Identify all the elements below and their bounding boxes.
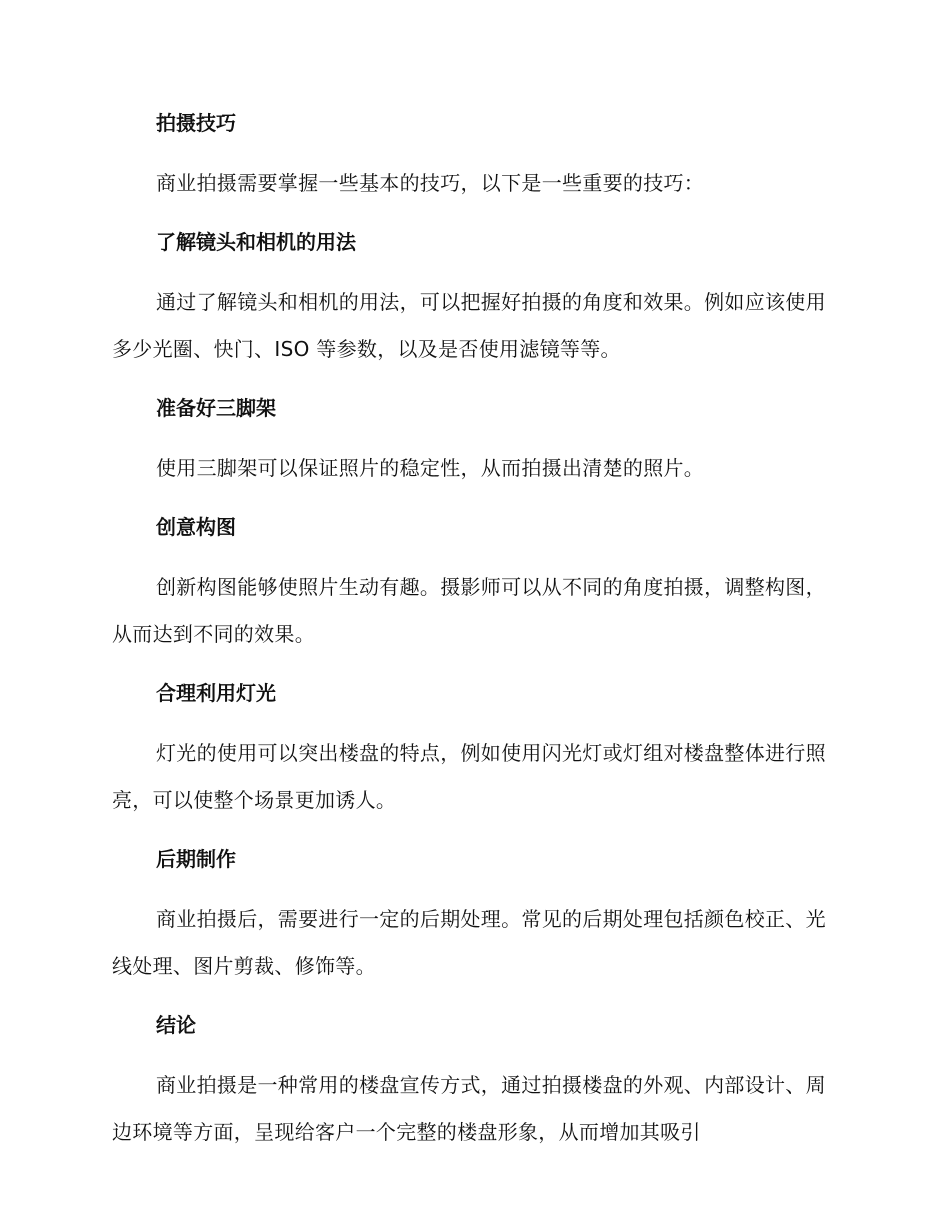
section-heading-post-production: 后期制作 — [156, 847, 236, 871]
section-body-tripod: 使用三脚架可以保证照片的稳定性，从而拍摄出清楚的照片。 — [156, 456, 705, 480]
section-body-shooting-tips: 商业拍摄需要掌握一些基本的技巧，以下是一些重要的技巧： — [156, 171, 705, 195]
section-body-composition: 创新构图能够使照片生动有趣。摄影师可以从不同的角度拍摄，调整构图，从而达到不同的效果。 — [112, 575, 826, 646]
section-heading-lens-camera: 了解镜头和相机的用法 — [156, 230, 356, 254]
section-heading-composition: 创意构图 — [156, 515, 236, 539]
section-heading-shooting-tips: 拍摄技巧 — [156, 111, 236, 135]
section-heading-tripod: 准备好三脚架 — [156, 396, 276, 420]
section-body-post-production: 商业拍摄后，需要进行一定的后期处理。常见的后期处理包括颜色校正、光线处理、图片剪裁、修饰等。 — [112, 907, 826, 978]
section-body-lens-camera: 通过了解镜头和相机的用法，可以把握好拍摄的角度和效果。例如应该使用多少光圈、快门、ISO 等参数，以及是否使用滤镜等等。 — [112, 290, 826, 361]
section-body-lighting: 灯光的使用可以突出楼盘的特点，例如使用闪光灯或灯组对楼盘整体进行照亮，可以使整个场景更加诱人。 — [112, 741, 826, 812]
section-body-conclusion: 商业拍摄是一种常用的楼盘宣传方式，通过拍摄楼盘的外观、内部设计、周边环境等方面，呈现给客户一个完整的楼盘形象，从而增加其吸引 — [112, 1073, 826, 1144]
section-heading-lighting: 合理利用灯光 — [156, 681, 276, 705]
document-page — [112, 108, 832, 1156]
section-heading-conclusion: 结论 — [156, 1013, 196, 1037]
